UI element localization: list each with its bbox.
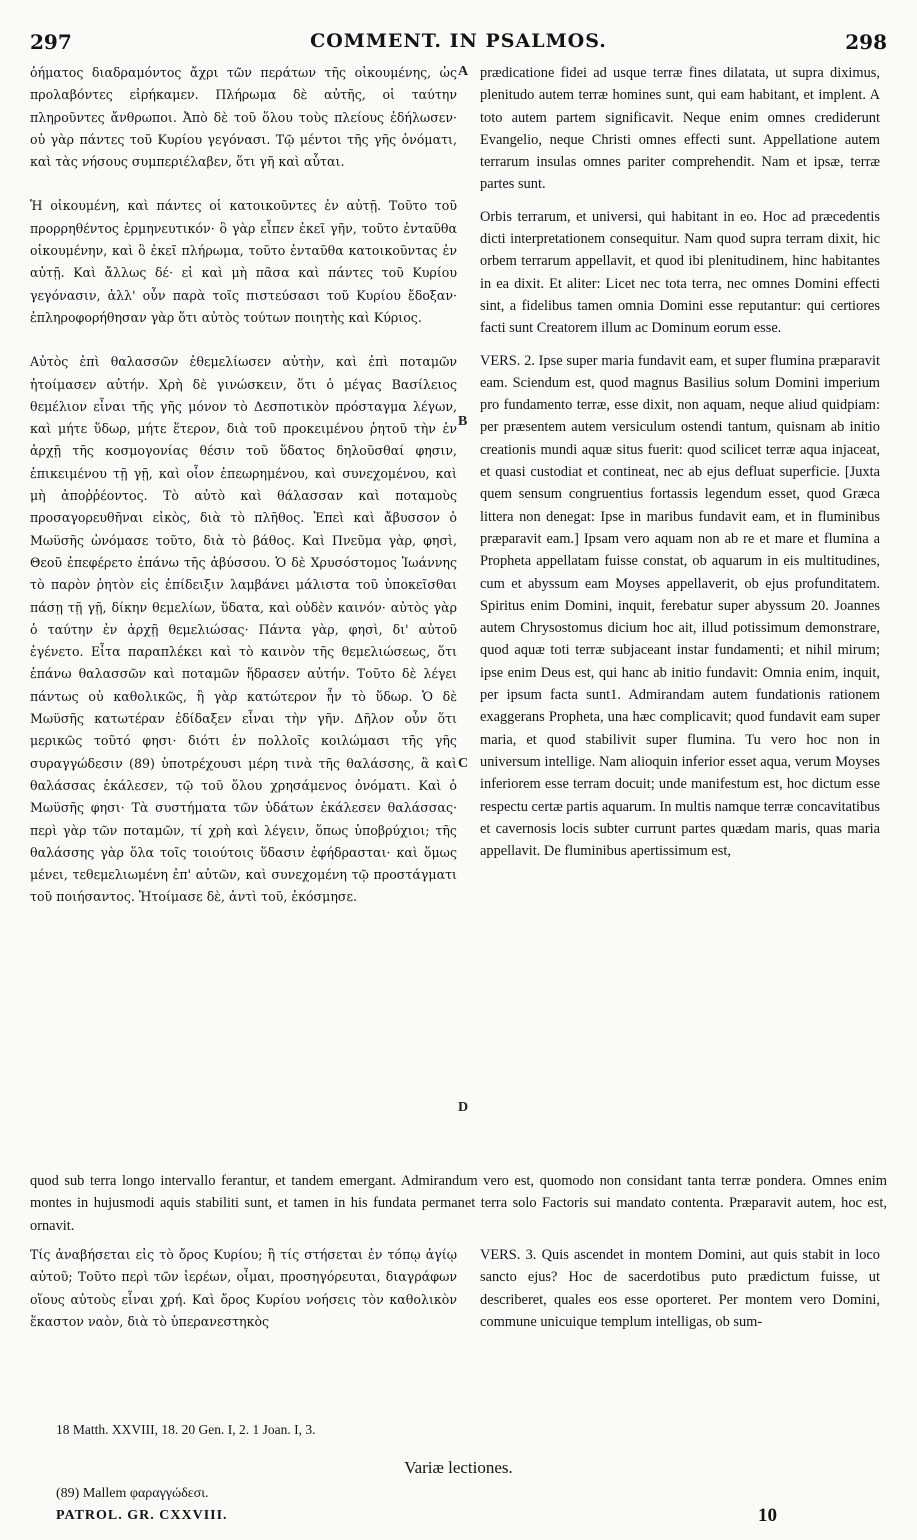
footer-series: PATROL. GR. CXXVIII. [56, 1508, 228, 1523]
full-width-paragraph: quod sub terra longo intervallo ferantur, et tandem emergant. Admirandum vero est, quomodo non considant tanta terræ pondera. Omnes enim montes in hujusmodi aquis stabiliti sunt, et tamen in his fundata permanet terra solo Factoris sui mandato contenta. Præparavit autem, hoc est, ornavit. [30, 1173, 887, 1234]
latin-column [480, 62, 880, 862]
latin-column-bottom [480, 1244, 880, 1333]
margin-letter-d: D [458, 1100, 469, 1115]
margin-letter-c: C [458, 756, 469, 771]
greek-paragraph-2: Ἡ οἰκουμένη, καὶ πάντες οἱ κατοικοῦντες ἐν αὐτῇ. Τοῦτο τοῦ προρρηθέντος ἑρμηνευτικόν· ὃ γὰρ εἶπεν ἐκεῖ γῆν, τοῦτο ἐνταῦθα οἰκουμένην, καὶ ὃ ἐκεῖ πλήρωμα, τοῦτο ἐνταῦθα κατοικοῦντας ἐν αὐτῇ. Καὶ ἄλλως δέ· εἰ καὶ μὴ πᾶσα καὶ πάντες τοῦ Κυρίου γεγόνασιν, ἀλλ' οὖν παρὰ τοῖς πιστεύσασι τοῦ Κυρίου ἔδοξαν· ἐπληροφορήθησαν γὰρ ὅτι αὐτὸς τούτων ποιητὴς καὶ Κύριος. [30, 198, 457, 325]
greek-column-bottom [30, 1244, 457, 1333]
margin-letter-b: B [458, 414, 468, 429]
greek-column [30, 62, 457, 909]
greek-paragraph-4: Τίς ἀναβήσεται εἰς τὸ ὄρος Κυρίου; ἢ τίς στήσεται ἐν τόπῳ ἁγίῳ αὐτοῦ; Τοῦτο περὶ τῶν ἱερέων, οἶμαι, προσηγόρευται, διαγράφων οἵους αὐτοὺς εἶναι χρή. Καὶ ὄρος Κυρίου νοήσεις τὸν καθολικὸν ἕκαστον ναὸν, διὰ τὸ ὑπερανεστηκὸς [30, 1247, 457, 1329]
latin-paragraph-1: prædicatione fidei ad usque terræ fines dilatata, ut supra diximus, plenitudo autem terræ homines sunt, qui eam habitant, et implent. A toto autem partem significavit. Neque enim omnes crediderunt Evangelio, neque Christi omnes effecti sunt. Appellatione autem terrarum insulas omnes pariter comprehendit. Nam et ipsæ, terræ partes sunt. [480, 65, 880, 193]
latin-paragraph-3: VERS. 2. Ipse super maria fundavit eam, et super flumina præparavit eam. Sciendum est, quod magnus Basilius solum Domini imperium pro fundamento terræ, esse dixit, non aquam, neque aliud quidpiam: per præsentem autem versiculum ostendi tantum, quisnam ab initio creationis mundi aquæ situs fuerit: quod scilicet terræ aqua injaceat, et quasi custodiat et contineat, nec ab ejus defluat superficie. [Juxta quem sensum congruentius fortassis legendum esset, quod Græca littera non denegat: Ipse in maribus fundavit eam, et in fluminibus præparavit eam.] Ipsam vero aquam non ab re et mare et flumina a Propheta appellatam fuisse constat, ob aquarum in eis multitudines, cum et abyssum eam Moyses appellaverit, ob ejus profunditatem. Spiritus enim Domini, inquit, ferebatur super abyssum 20. Joannes autem Chrysostomus dicium hoc ait, illud potissimum demonstrare, quod aquæ toti terræ subjaceant instar fundamenti; et nihil mirum; ipse enim Deus est, qui hanc ab initio fundavit: Omnia enim, inquit, per ipsum facta sunt1. Admirandam autem fundationis rationem exaggerans Propheta, una hæc complicavit; quod fundavit eam super maria, et quod stabilivit super flumina. Tu vero hoc non in universum intellige. Nam alioquin inferior esset aqua, verum Moyses inferiorem esse terram docuit; unde manifestum est, hoc dictum esse respectu certæ partis aquarum. In multis namque terræ concavitatibus et cavernosis locis subter currunt partes quædam maris, quas maria appellavit. De fluminibus apertissimum est, [480, 352, 881, 860]
latin-paragraph-2: Orbis terrarum, et universi, qui habitant in eo. Hoc ad præcedentis dicti interpretationem consequitur. Nam quod supra terram dixit, hic orbem terrarum appellavit, et quod ibi plenitudinem, hinc habitantes in ea dixit. Et aliter: Licet nec tota terra, nec omnes Domini effecti sint, a fidelibus tamen omnia Domini esse reputantur: qui certiores facti sunt Creatorem illum ac Dominum eorum esse. [480, 208, 880, 337]
variae-lectiones-title: Variæ lectiones. [404, 1458, 513, 1477]
margin-letter-a: A [458, 64, 469, 79]
page-number-left: 297 [30, 30, 72, 54]
footnotes: 18 Matth. XXVIII, 18. 20 Gen. I, 2. 1 Joan. I, 3. [56, 1422, 316, 1437]
variant-reading-note: (89) Mallem φαραγγώδεσι. [56, 1486, 209, 1501]
greek-paragraph-3: Αὐτὸς ἐπὶ θαλασσῶν ἐθεμελίωσεν αὐτὴν, καὶ ἐπὶ ποταμῶν ἡτοίμασεν αὐτήν. Χρὴ δὲ γινώσκειν, ὅτι ὁ μέγας Βασίλειος θεμέλιον εἶναι τῆς γῆς μόνον τὸ Δεσποτικὸν πρόσταγμα λέγων, καὶ μήτε ὕδωρ, μήτε ἕτερον, διὰ τοῦ προκειμένου ῥητοῦ τὴν ἐν ἀρχῇ τῆς κοσμογονίας θέσιν τοῦ ὕδατος δηλοῦσθαί φησιν, ἐπικειμένου τῇ γῇ, καὶ οἷον ἐπεωρημένου, καὶ συνεχομένου, καὶ μὴ ἀποῤῥέοντος. Τὸ αὐτὸ καὶ θάλασσαν καὶ ποταμοὺς προσαγορευθῆναι εἰκὸς, διὰ τὸ πλῆθος. Ἐπεὶ καὶ ἄβυσσον ὁ Μωϋσῆς ὠνόμασε τοῦτο, διὰ τὸ βάθος. Καὶ Πνεῦμα γὰρ, φησὶ, Θεοῦ ἐπεφέρετο ἐπάνω τῆς ἀβύσσου. Ὁ δὲ Χρυσόστομος Ἰωάννης τὸ παρὸν ῥητὸν εἰς ἐπίδειξιν λαμβάνει μάλιστα τοῦ ὑποκεῖσθαι πάσῃ τῇ γῇ, δίκην θεμελίων, ὕδατα, καὶ οὐδὲν καινόν· αὐτὸς γὰρ ὁ ταύτην ἐν ἀρχῇ θεμελιώσας· Πάντα γὰρ, φησὶ, δι' αὐτοῦ ἐγένετο. Εἶτα παραπλέκει καὶ τὸ καινὸν τῆς θεμελιώσεως, ὅτι ἐπάνω θαλασσῶν καὶ ποταμῶν ἥδρασεν αὐτήν. Τοῦτο δὲ λέγει πάντως οὐ καθολικῶς, ἢ γὰρ κατώτερον ἦν τὸ ὕδωρ. Ὁ δὲ Μωϋσῆς κατωτέραν ἐδίδαξεν εἶναι τὴν γῆν. Δῆλον οὖν ὅτι μερικῶς τοῦτό φησι· διότι ἐν πολλοῖς κοιλώμασι τῆς γῆς συραγγώδεσιν (89) ὑποτρέχουσι μέρη τινὰ τῆς θαλάσσης, ἃ καὶ θαλάσσας ἐκάλεσεν, τῷ τοῦ ὅλου χρησάμενος ὀνόματι. Καὶ ὁ Μωϋσῆς φησι· Τὰ συστήματα τῶν ὑδάτων ἐκάλεσεν θαλάσσας· περὶ γὰρ τῶν ποταμῶν, τί χρὴ καὶ λέγειν, ὅπως ὑποβρύχιοι; τῆς θαλάσσης γὰρ ὅλα τοῖς τοιούτοις ὕδασιν ἐφήδρασται· καὶ ὅμως μένει, τεθεμελιωμένη ἐπ' αὐτῶν, καὶ συνεχομένη τῷ προστάγματι τοῦ ποιήσαντος. Ἡτοίμασε δὲ, ἀντὶ τοῦ, ἐκόσμησε. [30, 354, 457, 905]
greek-paragraph-1: ὀήματος διαδραμόντος ἄχρι τῶν περάτων τῆς οἰκουμένης, ὡς προλαβόντες εἰρήκαμεν. Πλήρωμα δὲ αὐτῆς, οἱ ταύτην πληροῦντες ἄνθρωποι. Ἀπὸ δὲ τοῦ ὅλου τοὺς πλείους ἐδήλωσεν· οὐ γὰρ πάντες τοῦ Κυρίου γεγόνασι. Τῷ μέντοι τῆς γῆς ὀνόματι, καὶ τὰς νήσους συμπεριέλαβεν, ὅτι γῆ καὶ αὗται. [30, 65, 457, 170]
footer-signature: 10 [758, 1505, 777, 1526]
latin-paragraph-4: VERS. 3. Quis ascendet in montem Domini, aut quis stabit in loco sancto ejus? Hoc de sacerdotibus puto prædictum fuisse, ut describeret, quales eos esse oporteret. Per montem vero Domini, commune unicuique templum intelligas, ob sum- [480, 1247, 880, 1330]
page-header [30, 30, 887, 58]
page-number-right: 298 [845, 30, 887, 54]
running-title: COMMENT. IN PSALMOS. [310, 30, 607, 52]
